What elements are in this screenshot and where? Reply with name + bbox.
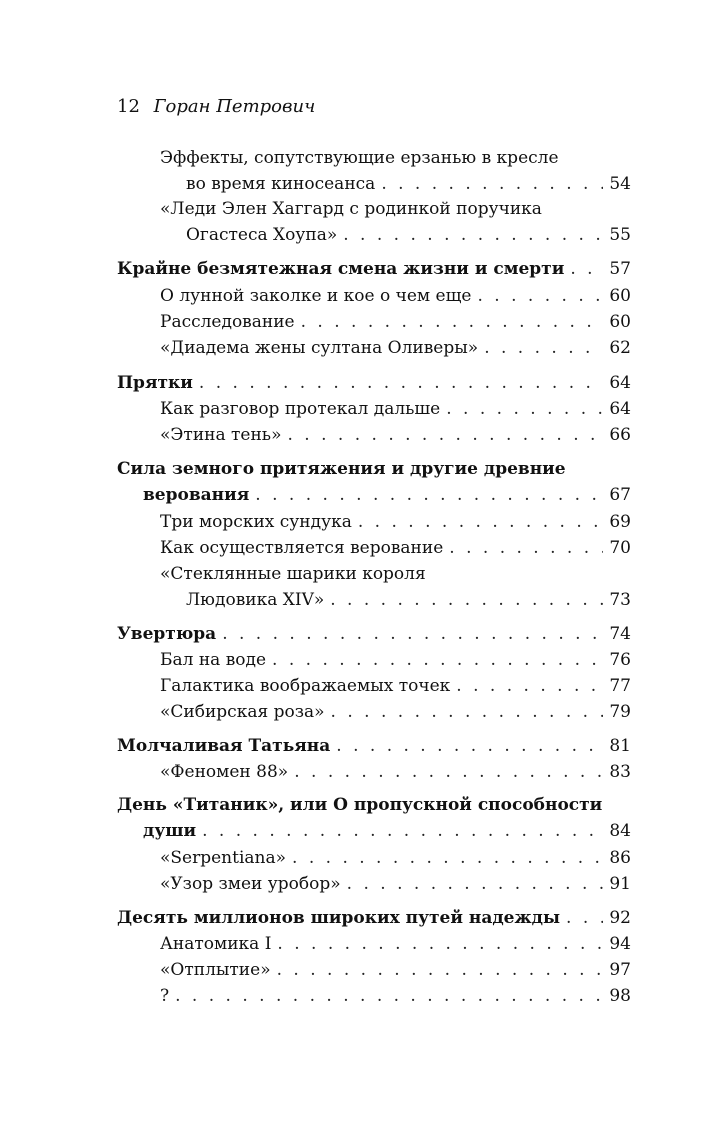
toc-title: во время киносеанса: [186, 174, 376, 194]
dot-leader: [202, 818, 603, 844]
toc-page-number: 97: [609, 960, 631, 980]
toc-section-entry: [160, 335, 631, 361]
toc-section-entry: [160, 309, 631, 335]
dot-leader: [292, 845, 603, 871]
toc-title: Бал на воде: [160, 650, 267, 670]
toc-row: [160, 957, 631, 983]
toc-row: [160, 509, 631, 535]
toc-row: [117, 621, 631, 647]
toc-page-number: 74: [609, 624, 631, 644]
toc-section-entry: [160, 422, 631, 448]
dot-leader: [449, 535, 603, 561]
toc-section-entry: [160, 759, 631, 785]
toc-title-line: Сила земного притяжения и другие древние: [117, 459, 566, 479]
toc-page-number: 62: [609, 338, 631, 358]
toc-row: [160, 587, 631, 613]
dot-leader: [381, 171, 603, 197]
toc-row: [160, 845, 631, 871]
toc-chapter-entry: [117, 370, 631, 396]
toc-title: Расследование: [160, 312, 295, 332]
toc-page-number: 92: [609, 908, 631, 928]
toc-section-entry: [160, 871, 631, 897]
dot-leader: [287, 422, 603, 448]
dot-leader: [477, 283, 603, 309]
toc-section-entry: [160, 699, 631, 725]
page-number: 12: [117, 96, 140, 117]
toc-row: [160, 222, 631, 248]
toc-chapter-entry: [117, 621, 631, 647]
dot-leader: [272, 647, 603, 673]
toc-title: Анатомика I: [160, 934, 272, 954]
toc-section-entry: [160, 196, 631, 248]
toc-row: [117, 370, 631, 396]
toc-title: Прятки: [117, 373, 193, 393]
toc-section-entry: [160, 145, 631, 197]
dot-leader: [570, 256, 603, 282]
toc-row: [160, 931, 631, 957]
toc-page-number: 81: [609, 736, 631, 756]
toc-title: Крайне безмятежная смена жизни и смерти: [117, 259, 565, 279]
dot-leader: [175, 983, 603, 1009]
dot-leader: [456, 673, 603, 699]
toc-section-entry: [160, 283, 631, 309]
toc-row: [160, 335, 631, 361]
toc-page-number: 73: [609, 590, 631, 610]
toc-page-number: 55: [609, 225, 631, 245]
toc-chapter-entry: [117, 256, 631, 282]
dot-leader: [199, 370, 603, 396]
toc-page-number: 54: [609, 174, 631, 194]
toc-section-entry: [160, 931, 631, 957]
toc-section-entry: [160, 983, 631, 1009]
toc-row: [160, 535, 631, 561]
toc-page-number: 86: [609, 848, 631, 868]
toc-page-number: 64: [609, 399, 631, 419]
toc-title: «Отплытие»: [160, 960, 271, 980]
toc-page-number: 84: [609, 821, 631, 841]
toc-title-line: Эффекты, сопутствующие ерзанью в кресле: [160, 148, 559, 168]
toc-title: Как осуществляется верование: [160, 538, 444, 558]
toc-chapter-entry: [117, 456, 631, 508]
dot-leader: [358, 509, 604, 535]
toc-row: [117, 482, 631, 508]
toc-title: Как разговор протекал дальше: [160, 399, 441, 419]
toc-row: [160, 871, 631, 897]
dot-leader: [336, 733, 603, 759]
dot-leader: [277, 931, 603, 957]
toc-section-entry: [160, 957, 631, 983]
dot-leader: [343, 222, 603, 248]
toc-title-line: «Леди Элен Хаггард с родинкой поручика: [160, 199, 542, 219]
toc-page-number: 91: [609, 874, 631, 894]
toc-title: Увертюра: [117, 624, 217, 644]
toc-section-entry: [160, 647, 631, 673]
running-header: [117, 96, 315, 117]
toc-title-line: «Стеклянные шарики короля: [160, 564, 426, 584]
toc-title: «Узор змеи уробор»: [160, 874, 341, 894]
toc-title: Три морских сундука: [160, 512, 352, 532]
toc-title: верования: [143, 485, 250, 505]
dot-leader: [277, 957, 604, 983]
toc-row: [160, 171, 631, 197]
dot-leader: [301, 309, 604, 335]
toc-row: [160, 647, 631, 673]
running-head-author: Горан Петрович: [153, 96, 316, 117]
toc-page-number: 70: [609, 538, 631, 558]
toc-title: «Этина тень»: [160, 425, 282, 445]
toc-section-entry: [160, 535, 631, 561]
dot-leader: [484, 335, 603, 361]
toc-section-entry: [160, 396, 631, 422]
toc-title: «Сибирская роза»: [160, 702, 325, 722]
dot-leader: [446, 396, 603, 422]
toc-title: Молчаливая Татьяна: [117, 736, 331, 756]
toc-title: ?: [160, 986, 170, 1006]
toc-title-line: День «Титаник», или О пропускной способности: [117, 795, 603, 815]
toc-page-number: 57: [609, 259, 631, 279]
toc-title: Людовика XIV»: [186, 590, 325, 610]
toc-title: Галактика воображаемых точек: [160, 676, 451, 696]
toc-row: [117, 818, 631, 844]
toc-page-number: 94: [609, 934, 631, 954]
toc-title: О лунной заколке и кое о чем еще: [160, 286, 472, 306]
toc-page-number: 67: [609, 485, 631, 505]
toc-section-entry: [160, 845, 631, 871]
toc-row: [160, 673, 631, 699]
toc-row: [117, 256, 631, 282]
toc-row: [160, 699, 631, 725]
toc-row: [160, 309, 631, 335]
toc-row: [160, 283, 631, 309]
toc-row: [160, 396, 631, 422]
toc-page-number: 77: [609, 676, 631, 696]
dot-leader: [255, 482, 603, 508]
dot-leader: [331, 699, 604, 725]
dot-leader: [294, 759, 603, 785]
dot-leader: [347, 871, 604, 897]
toc-row: [160, 983, 631, 1009]
toc-page-number: 66: [609, 425, 631, 445]
toc-page-number: 98: [609, 986, 631, 1006]
toc-page-number: 60: [609, 312, 631, 332]
toc-title: Десять миллионов широких путей надежды: [117, 908, 561, 928]
toc-chapter-entry: [117, 792, 631, 844]
dot-leader: [330, 587, 603, 613]
toc-row: [117, 733, 631, 759]
toc-title: «Serpentiana»: [160, 848, 287, 868]
toc-section-entry: [160, 561, 631, 613]
toc-page-number: 64: [609, 373, 631, 393]
toc-title: «Диадема жены султана Оливеры»: [160, 338, 479, 358]
toc-title: Огастеса Хоупа»: [186, 225, 338, 245]
toc-section-entry: [160, 673, 631, 699]
toc-chapter-entry: [117, 733, 631, 759]
toc-page-number: 83: [609, 762, 631, 782]
toc-page-number: 60: [609, 286, 631, 306]
toc-row: [160, 759, 631, 785]
toc-page-number: 79: [609, 702, 631, 722]
toc-page-number: 69: [609, 512, 631, 532]
dot-leader: [566, 905, 603, 931]
dot-leader: [222, 621, 603, 647]
toc-section-entry: [160, 509, 631, 535]
toc-title: души: [143, 821, 197, 841]
toc-row: [117, 905, 631, 931]
toc-chapter-entry: [117, 905, 631, 931]
toc-title: «Феномен 88»: [160, 762, 289, 782]
toc-row: [160, 422, 631, 448]
toc-page-number: 76: [609, 650, 631, 670]
